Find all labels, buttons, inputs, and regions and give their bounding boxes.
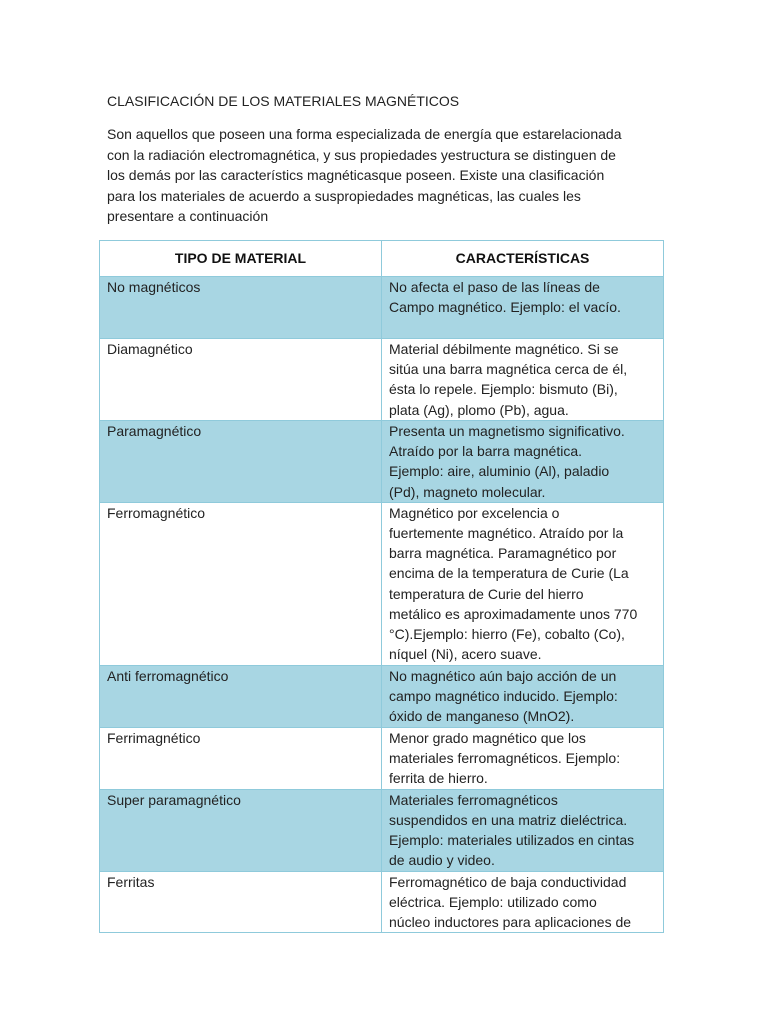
characteristics-line: temperatura de Curie del hierro: [389, 585, 584, 602]
intro-line: los demás por las característics magnéticasque poseen. Existe una clasificación: [107, 167, 605, 184]
characteristics-line: Presenta un magnetismo significativo.: [389, 423, 625, 439]
characteristics-line: ferrita de hierro.: [389, 770, 488, 787]
characteristics-cell: [382, 339, 664, 421]
material-type-cell: [100, 339, 382, 421]
characteristics-line: No magnético aún bajo acción de un: [389, 667, 617, 684]
characteristics-line: No afecta el paso de las líneas de: [389, 279, 600, 295]
materials-table: [99, 240, 664, 933]
characteristics-line: encima de la temperatura de Curie (La: [389, 565, 629, 582]
characteristics-line: Ferromagnético de baja conductividad: [389, 873, 627, 890]
characteristics-line: Magnético por excelencia o: [389, 504, 560, 521]
characteristics-line: Ejemplo: materiales utilizados en cintas: [389, 832, 635, 849]
characteristics-line: núcleo inductores para aplicaciones de: [389, 914, 632, 931]
material-type-cell: [100, 502, 382, 665]
material-type-label: Super paramagnético: [107, 791, 241, 808]
characteristics-cell: [382, 871, 664, 933]
characteristics-line: Material débilmente magnético. Si se: [389, 341, 619, 357]
characteristics-cell: [382, 277, 664, 339]
characteristics-cell: [382, 502, 664, 665]
material-type-cell: [100, 789, 382, 871]
intro-line: presentare a continuación: [107, 208, 269, 225]
characteristics-cell: [382, 727, 664, 789]
table-row: [100, 339, 664, 421]
table-row: [100, 421, 664, 503]
characteristics-line: de audio y video.: [389, 852, 495, 869]
material-type-label: Ferromagnético: [107, 504, 206, 521]
material-type-label: Ferrimagnético: [107, 729, 201, 746]
characteristics-line: sitúa una barra magnética cerca de él,: [389, 361, 628, 378]
characteristics-line: níquel (Ni), acero suave.: [389, 646, 542, 663]
characteristics-line: óxido de manganeso (MnO2).: [389, 708, 575, 725]
intro-line: con la radiación electromagnética, y sus propiedades yestructura se distinguen de: [107, 146, 616, 163]
characteristics-line: Campo magnético. Ejemplo: el vacío.: [389, 299, 621, 316]
characteristics-line: fuertemente magnético. Atraído por la: [389, 525, 624, 542]
characteristics-line: suspendidos en una matriz dieléctrica.: [389, 812, 628, 829]
table-row: [100, 727, 664, 789]
characteristics-line: ésta lo repele. Ejemplo: bismuto (Bi),: [389, 381, 618, 398]
characteristics-line: metálico es aproximadamente unos 770: [389, 605, 638, 622]
table-row: [100, 665, 664, 727]
material-type-label: Anti ferromagnético: [107, 667, 229, 684]
characteristics-line: Atraído por la barra magnética.: [389, 443, 582, 460]
header-material-type: TIPO DE MATERIAL: [100, 241, 382, 277]
characteristics-cell: [382, 421, 664, 503]
intro-line: para los materiales de acuerdo a suspropiedades magnéticas, las cuales les: [107, 187, 581, 204]
table-row: [100, 871, 664, 933]
intro-line: Son aquellos que poseen una forma especializada de energía que estarelacionada: [107, 126, 622, 142]
material-type-label: Paramagnético: [107, 423, 202, 439]
material-type-cell: [100, 277, 382, 339]
characteristics-line: eléctrica. Ejemplo: utilizado como: [389, 893, 597, 910]
characteristics-line: materiales ferromagnéticos. Ejemplo:: [389, 750, 621, 767]
material-type-label: Ferritas: [107, 873, 155, 890]
material-type-cell: [100, 665, 382, 727]
material-type-cell: [100, 871, 382, 933]
characteristics-cell: [382, 789, 664, 871]
characteristics-line: Menor grado magnético que los: [389, 729, 586, 746]
characteristics-cell: [382, 665, 664, 727]
characteristics-line: campo magnético inducido. Ejemplo:: [389, 688, 618, 705]
intro-paragraph: [107, 124, 667, 227]
material-type-cell: [100, 727, 382, 789]
table-row: [100, 789, 664, 871]
characteristics-line: °C).Ejemplo: hierro (Fe), cobalto (Co),: [389, 626, 625, 643]
material-type-label: No magnéticos: [107, 279, 201, 295]
table-row: [100, 502, 664, 665]
table-body: [100, 277, 664, 933]
characteristics-line: plata (Ag), plomo (Pb), agua.: [389, 401, 569, 418]
characteristics-line: (Pd), magneto molecular.: [389, 483, 546, 500]
characteristics-line: barra magnética. Paramagnético por: [389, 545, 617, 562]
header-characteristics: CARACTERÍSTICAS: [382, 241, 664, 277]
document-title: CLASIFICACIÓN DE LOS MATERIALES MAGNÉTICOS: [107, 93, 460, 109]
material-type-label: Diamagnético: [107, 341, 193, 357]
table-header-row: [100, 241, 664, 277]
material-type-cell: [100, 421, 382, 503]
table-row: [100, 277, 664, 339]
characteristics-line: Ejemplo: aire, aluminio (Al), paladio: [389, 463, 610, 480]
characteristics-line: Materiales ferromagnéticos: [389, 791, 558, 808]
